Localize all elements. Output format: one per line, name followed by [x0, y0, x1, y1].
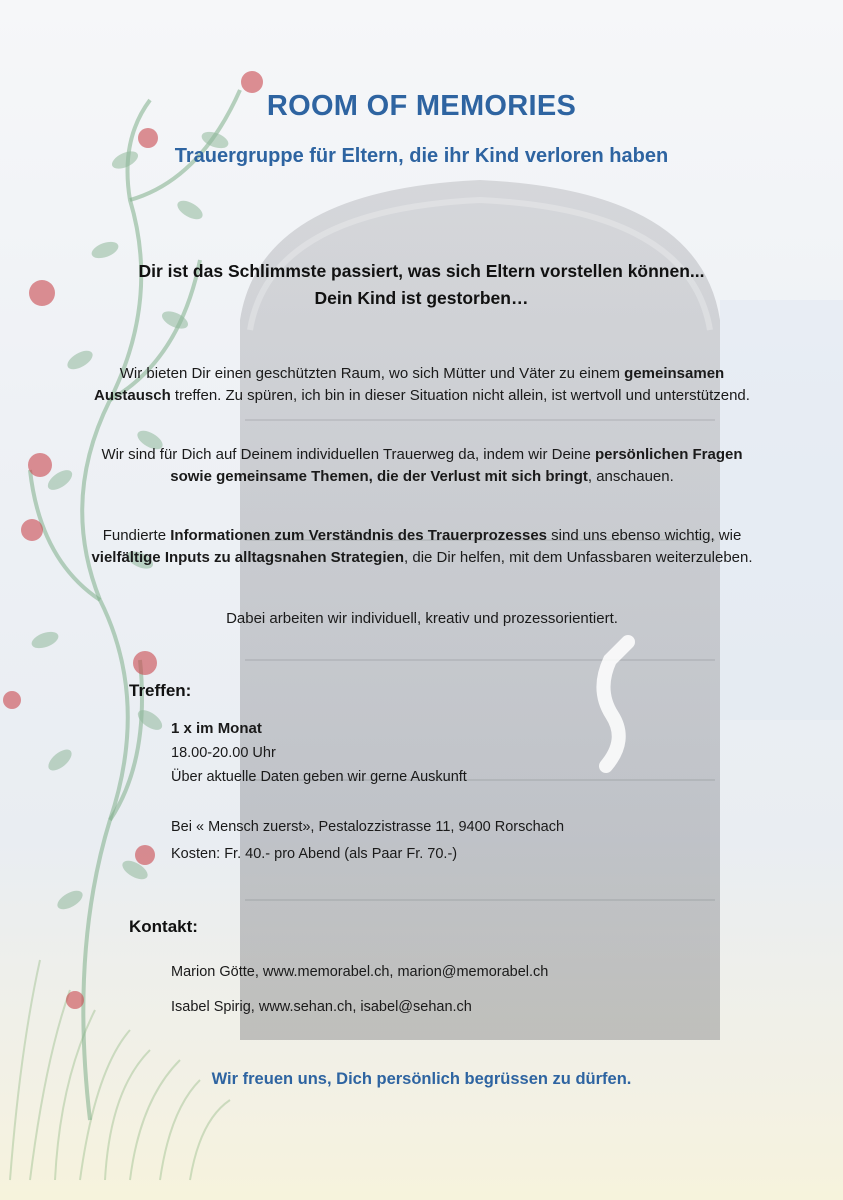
page-subtitle: Trauergruppe für Eltern, die ihr Kind verloren haben [174, 145, 669, 167]
paragraph-support-bold: persönlichen Fragen sowie gemeinsame Themen, die der Verlust mit sich bringt [170, 446, 743, 485]
closing-message: Wir freuen uns, Dich persönlich begrüssen zu dürfen. [211, 1070, 632, 1088]
paragraph-offer-text-2: treffen. Zu spüren, ich bin in dieser Situation nicht allein, ist wertvoll und unterstützend. [170, 387, 750, 404]
paragraph-support-text-1: Wir sind für Dich auf Deinem individuellen Trauerweg da, indem wir Deine [101, 446, 591, 463]
paragraph-offer-text-1: Wir bieten Dir einen geschützten Raum, wo sich Mütter und Väter zu einem [119, 365, 620, 382]
paragraph-information [82, 525, 762, 569]
paragraph-support-text-2: , anschauen. [587, 468, 674, 485]
intro-line-1: Dir ist das Schlimmste passiert, was sich Eltern vorstellen können... [138, 261, 705, 281]
meetings-location-costs [171, 814, 564, 868]
meetings-details [171, 717, 467, 789]
meetings-frequency: 1 x im Monat [171, 720, 262, 737]
page-title: ROOM OF MEMORIES [266, 90, 577, 122]
contact-person-2: Isabel Spirig, www.sehan.ch, isabel@sehan.ch [171, 999, 472, 1015]
meetings-location: Bei « Mensch zuerst», Pestalozzistrasse 11, 9400 Rorschach [171, 819, 565, 835]
meetings-costs: Kosten: Fr. 40.- pro Abend (als Paar Fr. 70.-) [171, 846, 458, 862]
intro-headline [60, 258, 783, 312]
contact-heading: Kontakt: [129, 917, 198, 936]
meetings-heading: Treffen: [129, 681, 192, 700]
paragraph-information-bold-2: vielfältige Inputs zu alltagsnahen Strategien [91, 549, 405, 566]
intro-line-2: Dein Kind ist gestorben… [314, 288, 529, 308]
paragraph-information-bold-1: Informationen zum Verständnis des Trauerprozesses [170, 527, 548, 544]
paragraph-support [82, 444, 762, 488]
meetings-dates-note: Über aktuelle Daten geben wir gerne Auskunft [171, 769, 467, 785]
meetings-time: 18.00-20.00 Uhr [171, 745, 276, 761]
paragraph-approach: Dabei arbeiten wir individuell, kreativ und prozessorientiert. [226, 610, 618, 627]
paragraph-information-text-1: Fundierte [102, 527, 171, 544]
paragraph-information-text-3: , die Dir helfen, mit dem Unfassbaren weiterzuleben. [404, 549, 753, 566]
paragraph-offer [82, 363, 762, 407]
contact-person-1: Marion Götte, www.memorabel.ch, marion@memorabel.ch [171, 964, 549, 980]
paragraph-offer-bold: gemeinsamen Austausch [94, 365, 725, 404]
contact-details [171, 955, 548, 1025]
paragraph-information-text-2: sind uns ebenso wichtig, wie [547, 527, 742, 544]
